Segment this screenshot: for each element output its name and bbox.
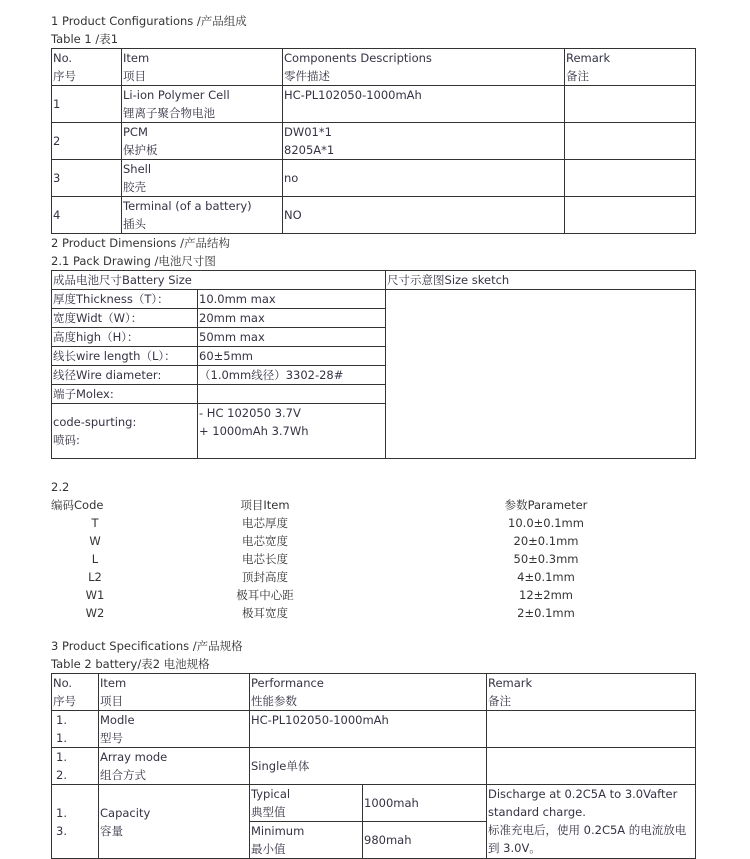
dim-value: 50mm max	[198, 328, 386, 347]
table-row	[52, 160, 696, 197]
header-item-cn: 项目	[123, 69, 146, 83]
table-row	[52, 86, 696, 123]
row-no: 1.	[56, 805, 67, 820]
remark	[565, 160, 696, 197]
section-2-2-heading: 2.2	[51, 480, 70, 494]
item-cn: 组合方式	[100, 768, 146, 782]
remark	[487, 748, 696, 785]
dim-label: 高度high（H）：	[52, 328, 198, 347]
header-item-cn: 项目	[100, 694, 123, 708]
desc: DW01*1	[284, 125, 332, 139]
remark	[565, 197, 696, 234]
param-value: 50±0.3mm	[513, 552, 579, 566]
item-en: Li-ion Polymer Cell	[123, 88, 230, 102]
code-label: code-spurting:	[53, 415, 137, 429]
param-value: 10.0±0.1mm	[508, 516, 584, 530]
param-value: 4±0.1mm	[517, 570, 575, 584]
item-cn: 型号	[100, 731, 123, 745]
remark: 标准充电后，使用 0.2C5A 的电流放电	[488, 823, 687, 837]
param-item: 顶封高度	[242, 570, 288, 584]
table-2-caption: Table 2 battery/表2 电池规格	[51, 657, 210, 671]
row-no: 2	[52, 123, 122, 160]
param-code: L	[91, 552, 99, 566]
item-cn: 容量	[100, 823, 123, 838]
param-code: W	[89, 534, 101, 548]
typical-value: 1000mah	[363, 785, 487, 822]
performance: Single单体	[250, 748, 487, 785]
section-3-heading: 3 Product Specifications /产品规格	[51, 639, 243, 653]
header-no: No.	[53, 51, 73, 65]
battery-size-table	[51, 270, 696, 459]
remark	[565, 123, 696, 160]
typical-label-cn: 典型值	[251, 805, 286, 819]
param-value: 20±0.1mm	[513, 534, 579, 548]
param-item: 极耳宽度	[242, 606, 288, 620]
dim-value: 10.0mm max	[198, 290, 386, 309]
dim-value: （1.0mm线径）3302-28#	[198, 366, 386, 385]
table-row	[52, 711, 696, 748]
dim-value: 60±5mm	[198, 347, 386, 366]
header-no-cn: 序号	[53, 694, 76, 708]
remark: Discharge at 0.2C5A to 3.0Vafter	[488, 787, 678, 801]
battery-size-header: 成品电池尺寸Battery Size	[52, 271, 386, 290]
dim-value: 20mm max	[198, 309, 386, 328]
dim-label: 端子Molex:	[52, 385, 198, 404]
header-no-cn: 序号	[53, 69, 76, 83]
param-value: 2±0.1mm	[517, 606, 575, 620]
table-row	[52, 748, 696, 785]
minimum-value: 980mah	[363, 822, 487, 859]
param-item: 电芯宽度	[242, 534, 288, 548]
dim-label: 宽度Widt（W）：	[52, 309, 198, 328]
code-label-cn: 喷码:	[53, 433, 80, 447]
param-code: W2	[85, 606, 105, 620]
desc: 8205A*1	[284, 143, 335, 157]
col-parameter: 参数Parameter	[504, 498, 588, 512]
item-cn: 保护板	[123, 143, 158, 157]
header-desc: Components Descriptions	[284, 51, 432, 65]
product-configurations-table	[51, 48, 696, 234]
desc: HC-PL102050-1000mAh	[283, 86, 565, 123]
row-no: 4	[52, 197, 122, 234]
dim-label: 线长wire length（L）：	[52, 347, 198, 366]
col-code: 编码Code	[51, 498, 104, 512]
remark	[565, 86, 696, 123]
dim-value	[198, 385, 386, 404]
remark	[487, 711, 696, 748]
table-row	[52, 197, 696, 234]
remark: standard charge.	[488, 805, 586, 819]
minimum-label-cn: 最小值	[251, 842, 286, 856]
table-1-caption: Table 1 /表1	[51, 32, 119, 46]
param-code: T	[91, 516, 99, 530]
header-remark: Remark	[566, 51, 611, 65]
table-row	[52, 290, 696, 309]
header-item: Item	[100, 676, 127, 690]
header-remark-cn: 备注	[488, 694, 511, 708]
header-item: Item	[123, 51, 150, 65]
section-2-heading: 2 Product Dimensions /产品结构	[51, 236, 230, 250]
param-code: L2	[88, 570, 102, 584]
item-cn: 胶壳	[123, 180, 146, 194]
item-en: Shell	[123, 162, 152, 176]
col-item: 项目Item	[240, 498, 290, 512]
row-no: 3.	[56, 823, 67, 838]
item-en: PCM	[123, 125, 148, 139]
remark: 到 3.0V。	[488, 841, 541, 855]
item-en: Terminal (of a battery)	[123, 199, 252, 213]
size-sketch-header: 尺寸示意图Size sketch	[386, 271, 696, 290]
typical-label: Typical	[251, 787, 291, 801]
size-sketch-area	[386, 290, 696, 459]
header-remark: Remark	[488, 676, 533, 690]
row-no: 1.	[56, 731, 67, 745]
row-no: 3	[52, 160, 122, 197]
code-value: + 1000mAh 3.7Wh	[199, 424, 309, 438]
desc: NO	[283, 197, 565, 234]
row-no: 1	[52, 86, 122, 123]
row-no: 1.	[56, 713, 67, 727]
table-row	[52, 785, 696, 822]
param-value: 12±2mm	[519, 588, 573, 602]
section-2-1-heading: 2.1 Pack Drawing /电池尺寸图	[51, 254, 216, 268]
header-remark-cn: 备注	[566, 69, 589, 83]
dim-label: 线径Wire diameter:	[52, 366, 198, 385]
param-item: 极耳中心距	[236, 588, 294, 602]
table-row	[52, 123, 696, 160]
desc: no	[283, 160, 565, 197]
item-cn: 锂离子聚合物电池	[123, 106, 215, 120]
row-no: 2.	[56, 768, 67, 782]
header-performance-cn: 性能参数	[251, 694, 297, 708]
param-code: W1	[85, 588, 105, 602]
item-en: Modle	[100, 713, 135, 727]
dim-label: 厚度Thickness（T）：	[52, 290, 198, 309]
section-1-heading: 1 Product Configurations /产品组成	[51, 14, 247, 28]
minimum-label: Minimum	[251, 824, 305, 838]
table-header-row	[52, 49, 696, 86]
header-desc-cn: 零件描述	[284, 69, 330, 83]
performance: HC-PL102050-1000mAh	[250, 711, 487, 748]
row-no: 1.	[56, 750, 67, 764]
battery-spec-table	[51, 673, 696, 859]
param-item: 电芯厚度	[242, 516, 288, 530]
param-item: 电芯长度	[242, 552, 288, 566]
item-en: Capacity	[100, 805, 151, 820]
code-value: - HC 102050 3.7V	[199, 406, 301, 420]
header-performance: Performance	[251, 676, 324, 690]
item-en: Array mode	[100, 750, 168, 764]
header-no: No.	[53, 676, 73, 690]
item-cn: 插头	[123, 217, 146, 231]
